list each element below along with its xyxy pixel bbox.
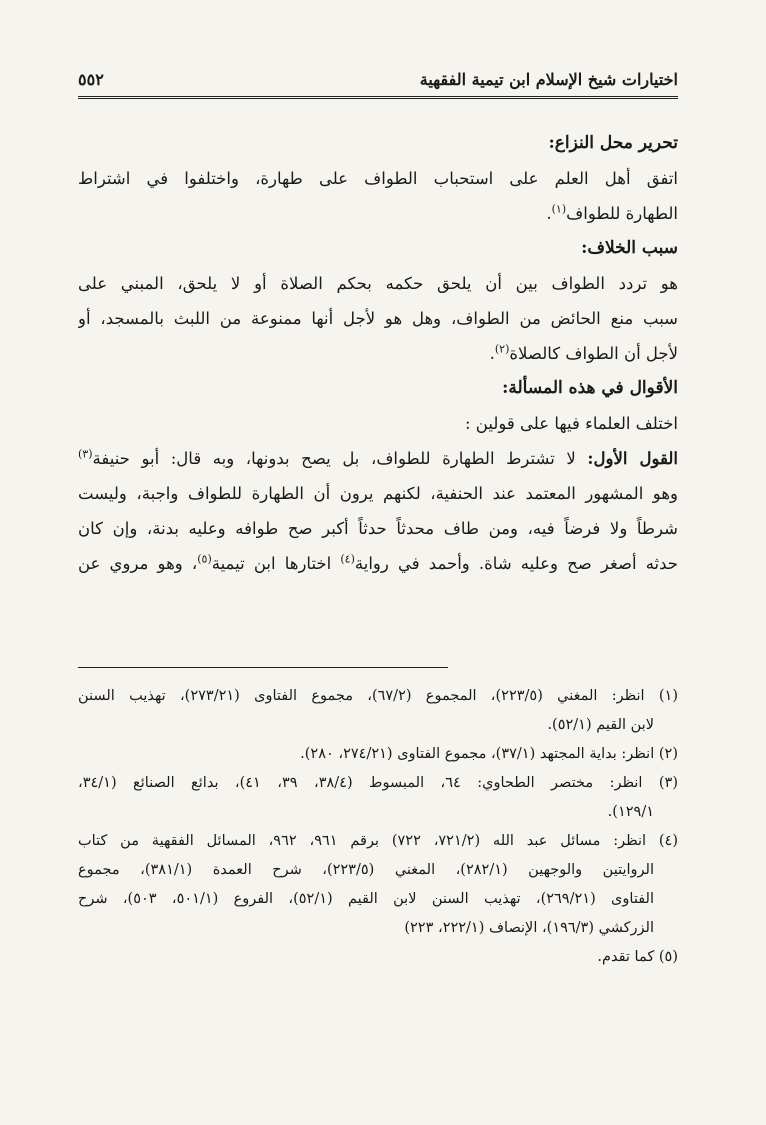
footnote-line: (٤) انظر: مسائل عبد الله (٧٢١/٢، ٧٢٢) برقم ٩٦١، ٩٦٢، المسائل الفقهية من كتاب (78, 833, 678, 849)
paragraph-line: اختلف العلماء فيها على قولين : (465, 414, 678, 433)
header-divider (78, 96, 678, 99)
footnote-line: (٥) كما تقدم. (597, 949, 678, 965)
footnotes (78, 682, 678, 972)
main-text (78, 126, 678, 581)
paragraph-line: وهو المشهور المعتمد عند الحنفية، لكنهم يرون أن الطهارة للطواف واجبة، وليست (78, 484, 678, 503)
text-span: لأجل أن الطواف كالصلاة (509, 344, 678, 363)
paragraph-line (78, 546, 678, 581)
text-span: . (489, 344, 495, 363)
footnote-ref: (٣) (78, 447, 93, 461)
paragraph-line: سبب منع الحائض من الطواف، وهل هو لأجل أنها ممنوعة من اللبث بالمسجد، أو (78, 309, 678, 328)
footnote-ref: (٢) (494, 342, 510, 356)
footnote-divider (78, 667, 448, 668)
section-heading: الأقوال في هذه المسألة: (502, 378, 678, 398)
paragraph-line (78, 336, 678, 371)
paragraph-line: شرطاً ولا فرضاً فيه، ومن طاف محدثاً حدثاً أكبر صح طوافه وعليه بدنة، وإن كان (78, 519, 678, 538)
text-span: . (546, 204, 552, 223)
footnote-line: الروايتين والوجهين (٢٨٢/١)، المغني (٢٢٣/٥)، شرح العمدة (٣٨١/١)، مجموع (78, 862, 654, 878)
text-span: اختارها ابن تيمية (211, 554, 341, 573)
footnote-line: (١) انظر: المغني (٢٢٣/٥)، المجموع (٦٧/٢)، مجموع الفتاوى (٢٧٣/٢١)، تهذيب السنن (78, 688, 678, 704)
book-page (78, 58, 678, 1098)
footnote-line: الزركشي (١٩٦/٣)، الإنصاف (٢٢٢/١، ٢٢٣) (404, 920, 654, 936)
text-span: لا تشترط الطهارة للطواف، بل يصح بدونها، وبه قال: أبو حنيفة (92, 449, 588, 468)
paragraph-line (78, 441, 678, 476)
footnote-ref: (٤) (340, 552, 355, 566)
footnote-line: (٣) انظر: مختصر الطحاوي: ٦٤، المبسوط (٣٨/٤، ٣٩، ٤١)، بدائع الصنائع (٣٤/١، (78, 775, 678, 791)
running-title: اختيارات شيخ الإسلام ابن تيمية الفقهية (419, 69, 678, 89)
footnote-line: (٢) انظر: بداية المجتهد (٣٧/١)، مجموع الفتاوى (٢٧٤/٢١، ٢٨٠). (300, 746, 678, 762)
paragraph-line: هو تردد الطواف بين أن يلحق حكمه بحكم الصلاة أو لا يلحق، المبني على (78, 274, 678, 293)
footnote-line: لابن القيم (٥٢/١). (547, 717, 654, 733)
footnote-ref: (١) (551, 202, 567, 216)
paragraph-line: اتفق أهل العلم على استحباب الطواف على طهارة، واختلفوا في اشتراط (78, 169, 678, 188)
paragraph-line (78, 196, 678, 231)
page-header (78, 64, 678, 94)
text-span: حدثه أصغر صح وعليه شاة. وأحمد في رواية (354, 554, 678, 573)
footnote-line: الفتاوى (٢٦٩/٢١)، تهذيب السنن لابن القيم (٥٢/١)، الفروع (٥٠١/١، ٥٠٣)، شرح (78, 891, 654, 907)
section-heading: سبب الخلاف: (581, 238, 678, 258)
footnote-ref: (٥) (197, 552, 212, 566)
section-heading: تحرير محل النزاع: (548, 133, 678, 153)
opinion-label: القول الأول: (587, 449, 678, 468)
footnote-line: ١٢٩/١). (607, 804, 654, 820)
page-number: ٥٥٢ (78, 69, 104, 89)
text-span: الطهارة للطواف (566, 204, 678, 223)
text-span: ، وهو مروي عن (78, 554, 198, 573)
